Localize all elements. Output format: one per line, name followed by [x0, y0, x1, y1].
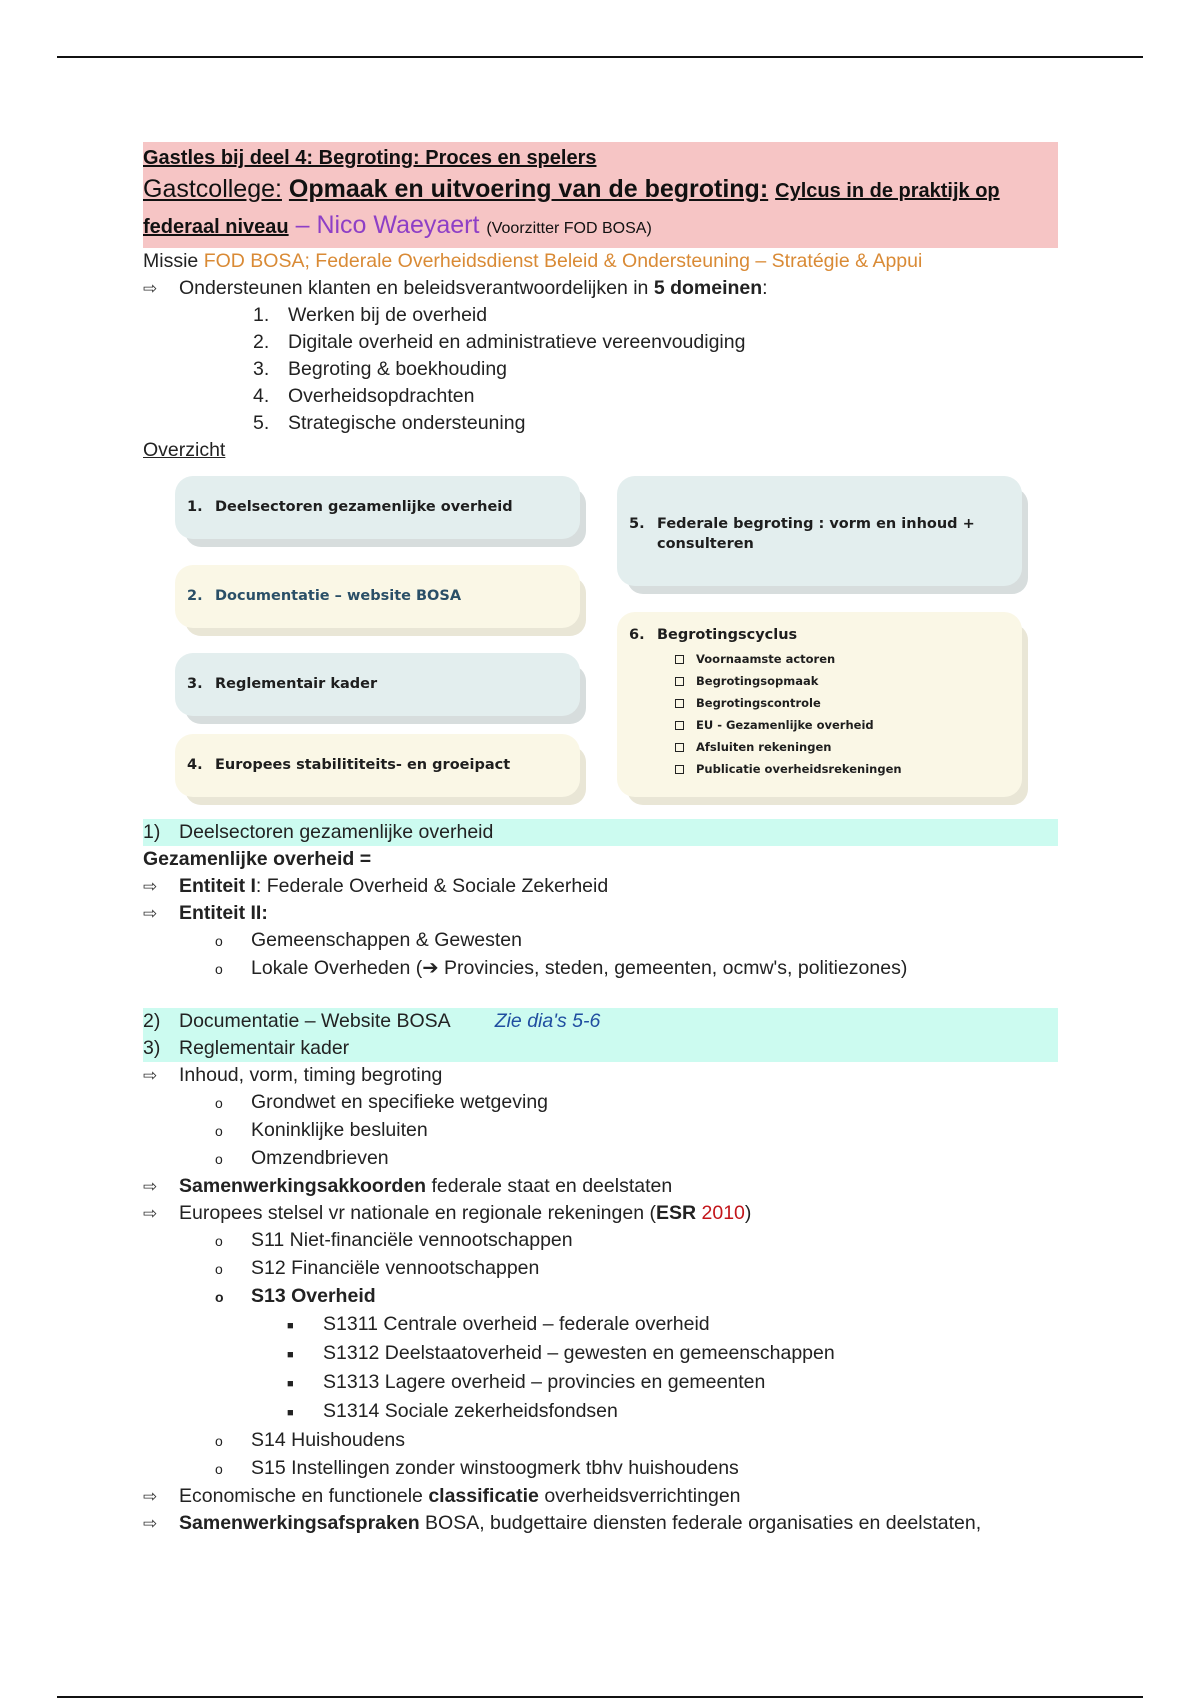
circle-bullet-icon: o — [215, 1233, 223, 1249]
list-item: 4. Overheidsopdrachten — [253, 385, 475, 407]
square-bullet-icon: ■ — [287, 1378, 294, 1390]
circle-bullet-icon: o — [215, 1261, 223, 1277]
cycle-sub-list — [675, 648, 1010, 780]
overview-box-6: 6. Begrotingscyclus Voornaamste actoren Begrotingsopmaak Begrotingscontrole EU - Gezamenlijke overheid Afsluiten rekeningen Publicatie overheidsrekeningen — [617, 612, 1022, 797]
list-item: ■ S1313 Lagere overheid – provincies en gemeenten — [287, 1369, 1058, 1398]
circle-bullet-icon: o — [215, 1289, 224, 1305]
checkbox-icon — [675, 699, 684, 708]
list-item: o Lokale Overheden (➔ Provincies, steden, gemeenten, ocmw's, politiezones) — [215, 955, 1058, 983]
arrow-icon: ⇨ — [143, 1177, 158, 1196]
list-item: Voornaamste actoren — [675, 648, 1010, 670]
list-item: ■ S1312 Deelstaatoverheid – gewesten en gemeenschappen — [287, 1340, 1058, 1369]
arrow-icon: ⇨ — [143, 1487, 158, 1506]
section-1-heading: 1) Deelsectoren gezamenlijke overheid — [143, 819, 1058, 846]
section-3-heading: 3) Reglementair kader — [143, 1037, 350, 1059]
overview-box-3: 3. Reglementair kader — [175, 653, 580, 716]
top-rule — [57, 56, 1143, 58]
circle-bullet-icon: o — [215, 1433, 223, 1449]
slide-reference: Zie dia's 5-6 — [494, 1010, 601, 1032]
list-item: o Koninklijke besluiten — [215, 1117, 1058, 1145]
content-list — [143, 1089, 1058, 1173]
overview-box-2: 2. Documentatie – website BOSA — [175, 565, 580, 628]
list-item: Afsluiten rekeningen — [675, 736, 1010, 758]
document-body — [143, 142, 1058, 1537]
esr-line: ⇨ Europees stelsel vr nationale en regionale rekeningen (ESR 2010) — [143, 1200, 1058, 1227]
circle-bullet-icon: o — [215, 1123, 223, 1139]
guest-lecture-title: Gastcollege: Opmaak en uitvoering van de begroting: Cylcus in de praktijk op — [143, 175, 1000, 203]
list-item: Publicatie overheidsrekeningen — [675, 758, 1010, 780]
overview-label: Overzicht — [143, 439, 226, 461]
arrow-icon: ⇨ — [143, 1066, 158, 1085]
list-item: ■ S1311 Centrale overheid – federale overheid — [287, 1311, 1058, 1340]
arrow-icon: ⇨ — [143, 1204, 158, 1223]
lesson-title: Gastles bij deel 4: Begroting: Proces en spelers — [143, 147, 597, 169]
list-item: Begrotingscontrole — [675, 692, 1010, 714]
list-item: o Grondwet en specifieke wetgeving — [215, 1089, 1058, 1117]
overview-diagram — [143, 464, 1058, 819]
circle-bullet-icon: o — [215, 1461, 223, 1477]
speaker-name: Nico Waeyaert — [316, 211, 480, 239]
list-item: o Omzendbrieven — [215, 1145, 1058, 1173]
square-bullet-icon: ■ — [287, 1320, 294, 1332]
entity-2-line: ⇨ Entiteit II: — [143, 900, 1058, 927]
list-item: EU - Gezamenlijke overheid — [675, 714, 1010, 736]
list-item: o S13 Overheid — [215, 1283, 1058, 1311]
list-item: ■ S1314 Sociale zekerheidsfondsen — [287, 1398, 1058, 1427]
list-item: o S12 Financiële vennootschappen — [215, 1255, 1058, 1283]
arrow-icon: ⇨ — [143, 877, 158, 896]
circle-bullet-icon: o — [215, 1151, 223, 1167]
domain-list — [143, 302, 1058, 437]
content-line: ⇨ Inhoud, vorm, timing begroting — [143, 1062, 1058, 1089]
classification-line: ⇨ Economische en functionele classificatie overheidsverrichtingen — [143, 1483, 1058, 1510]
sector-list — [143, 1227, 1058, 1311]
arrow-icon: ⇨ — [143, 904, 158, 923]
checkbox-icon — [675, 655, 684, 664]
support-line: ⇨ Ondersteunen klanten en beleidsverantwoordelijken in 5 domeinen: — [143, 275, 1058, 302]
entity-1-line: ⇨ Entiteit I: Federale Overheid & Sociale Zekerheid — [143, 873, 1058, 900]
arrow-icon: ⇨ — [143, 1514, 158, 1533]
checkbox-icon — [675, 765, 684, 774]
section-2-heading: 2) Documentatie – Website BOSA Zie dia's 5-6 — [143, 1008, 1058, 1035]
list-item: 1. Werken bij de overheid — [253, 304, 488, 326]
speaker-role: (Voorzitter FOD BOSA) — [486, 220, 652, 237]
square-bullet-icon: ■ — [287, 1349, 294, 1361]
square-bullet-icon: ■ — [287, 1407, 294, 1419]
title-block — [143, 142, 1058, 248]
s13-sublist — [143, 1311, 1058, 1427]
circle-bullet-icon: o — [215, 1095, 223, 1111]
list-item: 3. Begroting & boekhouding — [253, 358, 508, 380]
circle-bullet-icon: o — [215, 961, 223, 977]
list-item: Begrotingsopmaak — [675, 670, 1010, 692]
arrow-icon: ⇨ — [143, 279, 158, 298]
list-item: o S11 Niet-financiële vennootschappen — [215, 1227, 1058, 1255]
definition-line: Gezamenlijke overheid = — [143, 848, 372, 870]
cooperation-line: ⇨ Samenwerkingsakkoorden federale staat en deelstaten — [143, 1173, 1058, 1200]
sector-list-2 — [143, 1427, 1058, 1483]
overview-box-1: 1. Deelsectoren gezamenlijke overheid — [175, 476, 580, 539]
list-item: 2. Digitale overheid en administratieve vereenvoudiging — [253, 331, 746, 353]
overview-box-4: 4. Europees stabilititeits- en groeipact — [175, 734, 580, 797]
mission-line: Missie FOD BOSA; Federale Overheidsdienst Beleid & Ondersteuning – Stratégie & Appui — [143, 250, 923, 272]
checkbox-icon — [675, 677, 684, 686]
list-item: o S15 Instellingen zonder winstoogmerk tbhv huishoudens — [215, 1455, 1058, 1483]
entity-2-list — [143, 927, 1058, 983]
list-item: o S14 Huishoudens — [215, 1427, 1058, 1455]
overview-box-5: 5. Federale begroting : vorm en inhoud + consulteren — [617, 476, 1022, 586]
checkbox-icon — [675, 721, 684, 730]
guest-lecture-subtitle: federaal niveau – Nico Waeyaert (Voorzitter FOD BOSA) — [143, 211, 652, 239]
list-item: o Gemeenschappen & Gewesten — [215, 927, 1058, 955]
list-item: 5. Strategische ondersteuning — [253, 412, 526, 434]
circle-bullet-icon: o — [215, 933, 223, 949]
checkbox-icon — [675, 743, 684, 752]
section-2-3-heading — [143, 1008, 1058, 1062]
agreements-line: ⇨ Samenwerkingsafspraken BOSA, budgettaire diensten federale organisaties en deelstaten, — [143, 1510, 1058, 1537]
bottom-rule — [57, 1696, 1143, 1698]
